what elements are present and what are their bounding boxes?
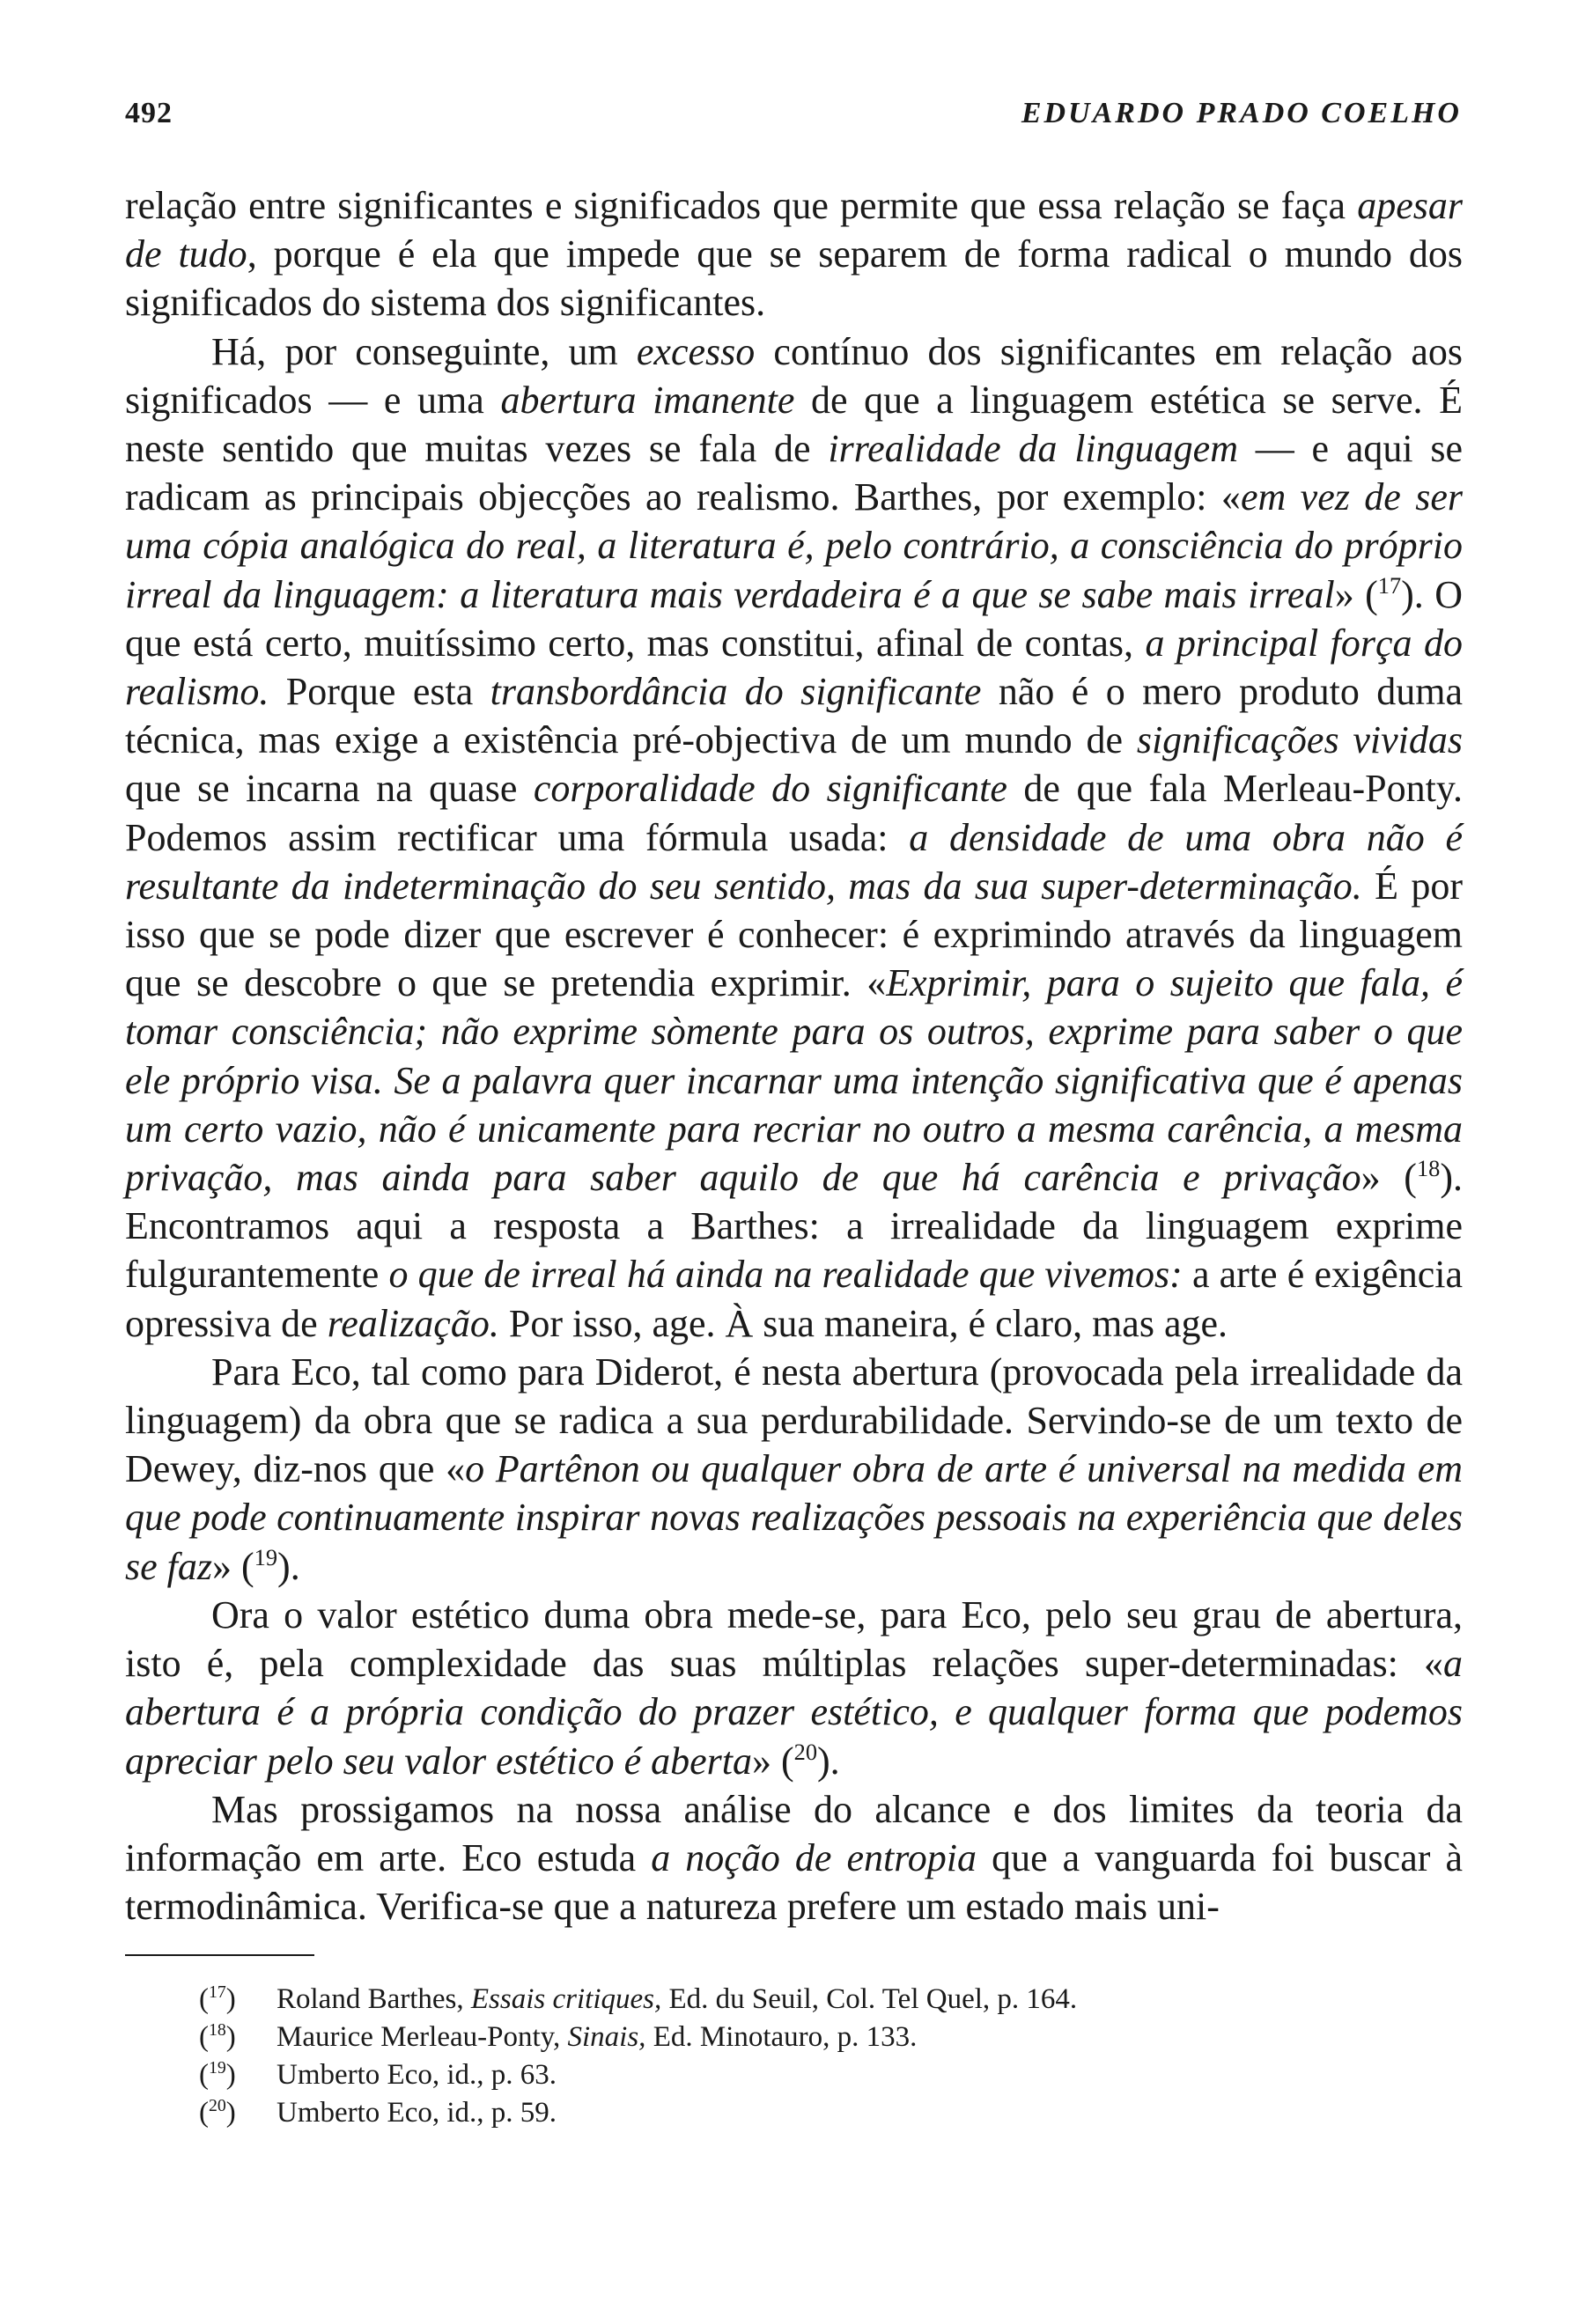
- italic-text: excesso: [636, 329, 756, 373]
- italic-text: abertura imanente: [500, 378, 795, 422]
- text-run: relação entre significantes e significados que permite que essa relação se faça: [125, 184, 1358, 227]
- italic-text: o que de irreal há ainda na realidade que vivemos:: [388, 1253, 1183, 1297]
- text-run: ). Encontramos aqui a resposta a Barthes: a irrealidade da linguagem exprime fulgurantemente: [125, 1156, 1463, 1297]
- paragraph: [125, 1785, 1463, 1931]
- page-header: [125, 97, 1462, 141]
- text-run: de que fala Merleau-Ponty. Podemos assim rectificar uma fórmula usada:: [125, 767, 1463, 859]
- text-run: que se incarna na quase: [125, 767, 534, 811]
- text-run: » (: [1360, 1156, 1417, 1200]
- text-run: de que a linguagem estética se serve. É neste sentido que muitas vezes se fala de: [125, 378, 1463, 471]
- italic-text: em vez de ser uma cópia analógica do real, a literatura é, pelo contrário, a consciência do próprio irreal da linguagem: a literatura mais verdadeira é a que se sabe mais irreal: [125, 475, 1463, 616]
- paragraph: [125, 327, 1463, 1348]
- italic-text: a principal força do realismo.: [125, 621, 1463, 714]
- footnote: [199, 2094, 1077, 2132]
- text-run: , porque é ela que impede que se separem de forma radical o mundo dos significados do sistema dos significantes.: [125, 232, 1463, 325]
- text-run: Roland Barthes,: [277, 1983, 471, 2015]
- footnote-number-value: 18: [209, 2020, 226, 2041]
- text-run: Maurice Merleau-Ponty,: [277, 2021, 568, 2053]
- italic-text: apesar de tudo: [125, 184, 1463, 276]
- text-run: Mas prossigamos na nossa análise do alcance e dos limites da teoria da informação em arte. Eco estuda: [125, 1787, 1463, 1879]
- footnote: [199, 2056, 1077, 2094]
- italic-text: transbordância do significante: [490, 670, 982, 714]
- footnote-number: ($^{20}$): [199, 2096, 236, 2129]
- text-run: ). O que está certo, muitíssimo certo, mas constitui, afinal de contas,: [125, 572, 1463, 665]
- text-run: Para Eco, tal como para Diderot, é nesta abertura (provocada pela irrealidade da linguagem) da obra que se radica a sua perdurabilidade. Servindo-se de um texto de Dewey, diz-nos que «: [125, 1350, 1463, 1491]
- text-run: » (: [212, 1544, 254, 1588]
- footnote-number-value: 20: [209, 2096, 226, 2116]
- italic-text: realização.: [327, 1301, 499, 1345]
- footnote-number-value: 19: [209, 2058, 226, 2078]
- italic-text: Exprimir, para o sujeito que fala, é tomar consciência; não exprime sòmente para os outros, exprime para saber o que ele próprio visa. Se a palavra quer incarnar uma intenção significativa que é apenas um certo vazio, não é unicamente para recriar no outro a mesma carência, a mesma privação, mas ainda para saber aquilo de que há carência e privação: [125, 961, 1463, 1200]
- text-run: Ora o valor estético duma obra mede-se, para Eco, pelo seu grau de abertura, isto é, pela complexidade das suas múltiplas relações super-determinadas: «: [125, 1592, 1463, 1686]
- text-run: ).: [817, 1739, 840, 1783]
- text-run: que a vanguarda foi buscar à termodinâmica. Verifica-se que a natureza prefere um estado mais uni-: [125, 1835, 1464, 1929]
- text-run: — e aqui se radicam as principais objecções ao realismo. Barthes, por exemplo: «: [125, 427, 1463, 519]
- text-run: contínuo dos significantes em relação aos significados — e uma: [125, 329, 1464, 422]
- italic-text: Essais critiques,: [470, 1983, 662, 2015]
- footnote-number: ($^{19}$): [199, 2058, 236, 2091]
- paragraph: [125, 1591, 1463, 1785]
- text-run: ).: [277, 1544, 300, 1588]
- text-run: Ed. du Seuil, Col. Tel Quel, p. 164.: [661, 1983, 1078, 2015]
- italic-text: corporalidade do significante: [533, 767, 1007, 811]
- italic-text: significações vividas: [1136, 718, 1463, 762]
- italic-text: o Partênon ou qualquer obra de arte é universal na medida em que pode continuamente inspirar novas realizações pessoais na experiência que deles se faz: [125, 1447, 1464, 1588]
- footnote-separator: [125, 1954, 314, 1956]
- italic-text: Sinais,: [567, 2021, 646, 2053]
- italic-text: a densidade de uma obra não é resultante da indeterminação do seu sentido, mas da sua super-determinação.: [125, 815, 1463, 908]
- footnote: [199, 2019, 1077, 2056]
- paragraph: [125, 181, 1463, 327]
- body-text: [125, 181, 1463, 1931]
- page-number: 492: [125, 97, 173, 129]
- text-run: Ed. Minotauro, p. 133.: [645, 2021, 918, 2053]
- footnote-reference: 18: [1416, 1155, 1441, 1182]
- text-run: Por isso, age. À sua maneira, é claro, mas age.: [498, 1301, 1228, 1345]
- footnote-reference: 17: [1377, 571, 1402, 599]
- text-run: a arte é exigência opressiva de: [125, 1253, 1464, 1345]
- text-run: Há, por conseguinte, um: [211, 329, 637, 373]
- italic-text: irrealidade da linguagem: [828, 427, 1238, 471]
- footnote-reference: 19: [254, 1543, 278, 1570]
- paragraph: [125, 1348, 1463, 1591]
- italic-text: a abertura é a própria condição do prazer estético, e qualquer forma que podemos apreciar pelo seu valor estético é aberta: [125, 1642, 1463, 1783]
- footnotes: [199, 1981, 1077, 2132]
- footnote-reference: 20: [793, 1738, 818, 1765]
- footnote-number-value: 17: [209, 1982, 226, 2003]
- text-run: Umberto Eco, id., p. 59.: [277, 2097, 557, 2129]
- text-run: É por isso que se pode dizer que escrever é conhecer: é exprimindo através da linguagem que se descobre o que se pretendia exprimir. «: [125, 864, 1463, 1005]
- text-run: Umberto Eco, id., p. 63.: [277, 2059, 557, 2091]
- text-run: não é o mero produto duma técnica, mas exige a existência pré-objectiva de um mundo de: [125, 670, 1463, 762]
- footnote-number: ($^{18}$): [199, 2020, 236, 2053]
- footnote: [199, 1981, 1077, 2019]
- italic-text: a noção de entropia: [651, 1835, 977, 1879]
- running-head: EDUARDO PRADO COELHO: [1021, 97, 1462, 129]
- text-run: » (: [1334, 572, 1378, 616]
- text-run: Porque esta: [269, 670, 490, 714]
- text-run: » (: [751, 1739, 794, 1783]
- footnote-number: ($^{17}$): [199, 1982, 236, 2015]
